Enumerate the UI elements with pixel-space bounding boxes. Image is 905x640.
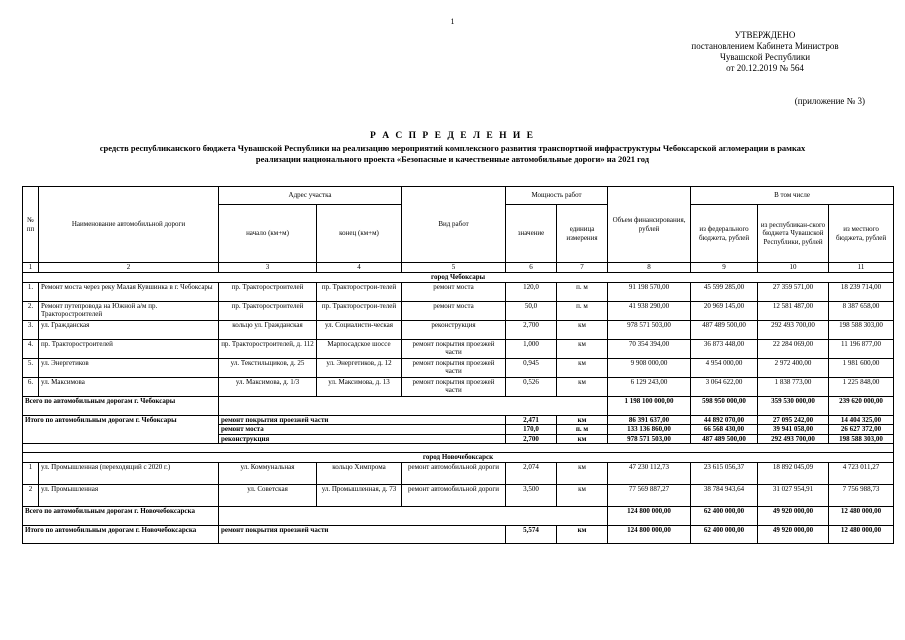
- work-type: реконструкция: [219, 434, 506, 444]
- address-end: ул. Максимова, д. 13: [317, 377, 402, 396]
- funding-republic: 27 359 571,00: [758, 282, 829, 301]
- funding-total: 86 391 637,00: [608, 415, 691, 425]
- row-number: 1: [23, 463, 39, 485]
- funding-federal: 3 064 622,00: [691, 377, 758, 396]
- header-end: конец (км+м): [317, 205, 402, 263]
- row-number: 3.: [23, 320, 39, 339]
- approval-line: от 20.12.2019 № 564: [726, 63, 804, 73]
- address-start: пр. Тракторостроителей: [219, 301, 317, 320]
- header-work: Вид работ: [402, 187, 506, 263]
- column-number: 5: [402, 263, 506, 273]
- table-row: [23, 485, 894, 507]
- road-name: ул. Максимова: [39, 377, 219, 396]
- funding-federal: 62 400 000,00: [691, 526, 758, 544]
- column-number: 9: [691, 263, 758, 273]
- empty-cell: [219, 507, 608, 526]
- header-capacity: Мощность работ: [506, 187, 608, 205]
- header-republic: из республикан-ского бюджета Чувашской Республики, рублей: [758, 205, 829, 263]
- table-row: [23, 301, 894, 320]
- table-row: [23, 358, 894, 377]
- row-number: 6.: [23, 377, 39, 396]
- header-num: № пп: [23, 187, 39, 263]
- funding-local: 198 588 303,00: [829, 320, 894, 339]
- road-name: ул. Энергетиков: [39, 358, 219, 377]
- section-row: [23, 453, 894, 463]
- funding-local: 198 588 303,00: [829, 434, 894, 444]
- header-value: значение: [506, 205, 557, 263]
- funding-republic: 1 838 773,00: [758, 377, 829, 396]
- total-row: [23, 396, 894, 415]
- address-end: ул. Энергетиков, д. 12: [317, 358, 402, 377]
- road-name: ул. Гражданская: [39, 320, 219, 339]
- work-type: ремонт покрытия проезжей части: [219, 415, 506, 425]
- work-type: ремонт автомобильной дороги: [402, 485, 506, 507]
- address-start: пр. Тракторостроителей, д. 112: [219, 339, 317, 358]
- column-number: 4: [317, 263, 402, 273]
- work-type: ремонт покрытия проезжей части: [402, 339, 506, 358]
- funding-local: 1 981 600,00: [829, 358, 894, 377]
- address-end: пр. Тракторострои-телей: [317, 282, 402, 301]
- header-federal: из федерального бюджета, рублей: [691, 205, 758, 263]
- distribution-table: [22, 186, 894, 544]
- funding-republic: 2 972 400,00: [758, 358, 829, 377]
- funding-local: 7 756 988,73: [829, 485, 894, 507]
- approval-stamp: [665, 30, 865, 74]
- total-label: Всего по автомобильным дорогам г. Чебоксары: [23, 396, 219, 415]
- address-end: Марпосадское шоссе: [317, 339, 402, 358]
- funding-federal: 45 599 285,00: [691, 282, 758, 301]
- subtotal-row: [23, 415, 894, 425]
- empty-cell: [219, 396, 608, 415]
- address-end: ул. Промышленная, д. 73: [317, 485, 402, 507]
- capacity-unit: п. м: [557, 425, 608, 435]
- column-number: 6: [506, 263, 557, 273]
- capacity-unit: п. м: [557, 301, 608, 320]
- funding-total: 70 354 394,00: [608, 339, 691, 358]
- total-label: Всего по автомобильным дорогам г. Новочебоксарска: [23, 507, 219, 526]
- funding-federal: 487 489 500,00: [691, 320, 758, 339]
- page-number: 1: [450, 17, 455, 26]
- capacity-value: 2,700: [506, 320, 557, 339]
- approval-heading: УТВЕРЖДЕНО: [734, 30, 796, 40]
- column-number: 3: [219, 263, 317, 273]
- address-start: ул. Максимова, д. 1/3: [219, 377, 317, 396]
- road-name: Ремонт моста через реку Малая Кувшинка в г. Чебоксары: [39, 282, 219, 301]
- row-number: 2: [23, 485, 39, 507]
- funding-total: 41 938 290,00: [608, 301, 691, 320]
- row-number: 4.: [23, 339, 39, 358]
- document-subtitle: [10, 143, 895, 165]
- capacity-unit: км: [557, 377, 608, 396]
- address-start: ул. Коммунальная: [219, 463, 317, 485]
- spacer-row: [23, 444, 894, 453]
- funding-local: 11 196 877,00: [829, 339, 894, 358]
- address-end: ул. Социалисти-ческая: [317, 320, 402, 339]
- capacity-value: 170,0: [506, 425, 557, 435]
- subtotal-label: Итого по автомобильным дорогам г. Чебоксары: [23, 415, 219, 444]
- row-number: 1.: [23, 282, 39, 301]
- funding-federal: 44 892 070,00: [691, 415, 758, 425]
- funding-federal: 66 568 430,00: [691, 425, 758, 435]
- section-row: [23, 272, 894, 282]
- address-start: пр. Тракторостроителей: [219, 282, 317, 301]
- header-road: Наименование автомобильной дороги: [39, 187, 219, 263]
- funding-federal: 36 873 448,00: [691, 339, 758, 358]
- funding-local: 8 387 658,00: [829, 301, 894, 320]
- capacity-unit: км: [557, 320, 608, 339]
- approval-line: Чувашской Республики: [719, 52, 811, 62]
- funding-local: 12 480 000,00: [829, 507, 894, 526]
- funding-total: 124 800 000,00: [608, 526, 691, 544]
- column-number: 2: [39, 263, 219, 273]
- funding-republic: 39 941 058,00: [758, 425, 829, 435]
- table-row: [23, 339, 894, 358]
- funding-total: 6 129 243,00: [608, 377, 691, 396]
- address-end: кольцо Химпрома: [317, 463, 402, 485]
- funding-federal: 20 969 145,00: [691, 301, 758, 320]
- funding-republic: 18 892 045,09: [758, 463, 829, 485]
- funding-local: 18 239 714,00: [829, 282, 894, 301]
- column-number: 8: [608, 263, 691, 273]
- table-row: [23, 320, 894, 339]
- funding-federal: 598 950 000,00: [691, 396, 758, 415]
- header-unit: единица измерения: [557, 205, 608, 263]
- funding-total: 978 571 503,00: [608, 434, 691, 444]
- document-title: Р А С П Р Е Д Е Л Е Н И Е: [370, 131, 535, 141]
- column-number: 1: [23, 263, 39, 273]
- work-type: ремонт покрытия проезжей части: [402, 358, 506, 377]
- road-name: ул. Промышленная (переходящий с 2020 г.): [39, 463, 219, 485]
- header-address: Адрес участка: [219, 187, 402, 205]
- funding-local: 26 627 372,00: [829, 425, 894, 435]
- funding-federal: 38 784 943,64: [691, 485, 758, 507]
- funding-total: 47 230 112,73: [608, 463, 691, 485]
- funding-local: 239 620 000,00: [829, 396, 894, 415]
- attachment-note: (приложение № 3): [794, 96, 865, 106]
- funding-federal: 4 954 000,00: [691, 358, 758, 377]
- header-including: В том числе: [691, 187, 894, 205]
- funding-total: 1 198 100 000,00: [608, 396, 691, 415]
- capacity-unit: км: [557, 358, 608, 377]
- funding-republic: 359 530 000,00: [758, 396, 829, 415]
- subtotal-label: Итого по автомобильным дорогам г. Новочебоксарска: [23, 526, 219, 544]
- row-number: 2.: [23, 301, 39, 320]
- subtitle-line: средств республиканского бюджета Чувашской Республики на реализацию мероприятий комплексного развития транспортной инфраструктуры Чебоксарской агломерации в рамках: [99, 143, 806, 153]
- funding-republic: 292 493 700,00: [758, 320, 829, 339]
- funding-total: 77 569 887,27: [608, 485, 691, 507]
- approval-line: постановлением Кабинета Министров: [691, 41, 839, 51]
- capacity-unit: км: [557, 434, 608, 444]
- empty-cell: [23, 444, 894, 453]
- column-number: 7: [557, 263, 608, 273]
- funding-republic: 292 493 700,00: [758, 434, 829, 444]
- funding-local: 12 480 000,00: [829, 526, 894, 544]
- work-type: ремонт автомобильной дороги: [402, 463, 506, 485]
- work-type: ремонт моста: [219, 425, 506, 435]
- funding-total: 133 136 860,00: [608, 425, 691, 435]
- funding-federal: 62 400 000,00: [691, 507, 758, 526]
- capacity-value: 0,526: [506, 377, 557, 396]
- header-local: из местного бюджета, рублей: [829, 205, 894, 263]
- capacity-value: 5,574: [506, 526, 557, 544]
- address-end: пр. Тракторострои-телей: [317, 301, 402, 320]
- table-row: [23, 282, 894, 301]
- capacity-unit: км: [557, 415, 608, 425]
- funding-republic: 49 920 000,00: [758, 507, 829, 526]
- capacity-value: 120,0: [506, 282, 557, 301]
- funding-total: 9 908 000,00: [608, 358, 691, 377]
- capacity-value: 2,074: [506, 463, 557, 485]
- address-start: кольцо ул. Гражданская: [219, 320, 317, 339]
- capacity-unit: км: [557, 339, 608, 358]
- road-name: ул. Промышленная: [39, 485, 219, 507]
- funding-federal: 23 615 056,37: [691, 463, 758, 485]
- column-number: 10: [758, 263, 829, 273]
- funding-republic: 27 095 242,00: [758, 415, 829, 425]
- address-start: ул. Советская: [219, 485, 317, 507]
- capacity-value: 3,500: [506, 485, 557, 507]
- funding-local: 14 404 325,00: [829, 415, 894, 425]
- road-name: Ремонт путепровода на Южной а/м пр. Тракторостроителей: [39, 301, 219, 320]
- funding-republic: 22 284 069,00: [758, 339, 829, 358]
- funding-total: 91 198 570,00: [608, 282, 691, 301]
- subtitle-line: реализации национального проекта «Безопасные и качественные автомобильные дороги» на 2021 год: [255, 154, 650, 164]
- funding-republic: 49 920 000,00: [758, 526, 829, 544]
- capacity-unit: п. м: [557, 282, 608, 301]
- column-numbers-row: [23, 263, 894, 273]
- table-row: [23, 377, 894, 396]
- capacity-value: 1,000: [506, 339, 557, 358]
- funding-local: 4 723 011,27: [829, 463, 894, 485]
- address-start: ул. Текстильщиков, д. 25: [219, 358, 317, 377]
- capacity-unit: км: [557, 485, 608, 507]
- table-row: [23, 463, 894, 485]
- funding-total: 124 800 000,00: [608, 507, 691, 526]
- header-funding: Объем финансирования, рублей: [608, 187, 691, 263]
- section-heading: город Чебоксары: [23, 272, 894, 282]
- capacity-value: 2,700: [506, 434, 557, 444]
- column-number: 11: [829, 263, 894, 273]
- work-type: ремонт покрытия проезжей части: [402, 377, 506, 396]
- capacity-unit: км: [557, 526, 608, 544]
- capacity-unit: км: [557, 463, 608, 485]
- work-type: ремонт моста: [402, 301, 506, 320]
- work-type: ремонт моста: [402, 282, 506, 301]
- total-row: [23, 507, 894, 526]
- funding-total: 978 571 503,00: [608, 320, 691, 339]
- funding-federal: 487 489 500,00: [691, 434, 758, 444]
- work-type: реконструкция: [402, 320, 506, 339]
- work-type: ремонт покрытия проезжей части: [219, 526, 506, 544]
- funding-local: 1 225 848,00: [829, 377, 894, 396]
- funding-republic: 12 581 487,00: [758, 301, 829, 320]
- subtotal-row: [23, 526, 894, 544]
- row-number: 5.: [23, 358, 39, 377]
- road-name: пр. Тракторостроителей: [39, 339, 219, 358]
- header-start: начало (км+м): [219, 205, 317, 263]
- section-heading: город Новочебоксарск: [23, 453, 894, 463]
- capacity-value: 0,945: [506, 358, 557, 377]
- capacity-value: 2,471: [506, 415, 557, 425]
- funding-republic: 31 027 954,91: [758, 485, 829, 507]
- capacity-value: 50,0: [506, 301, 557, 320]
